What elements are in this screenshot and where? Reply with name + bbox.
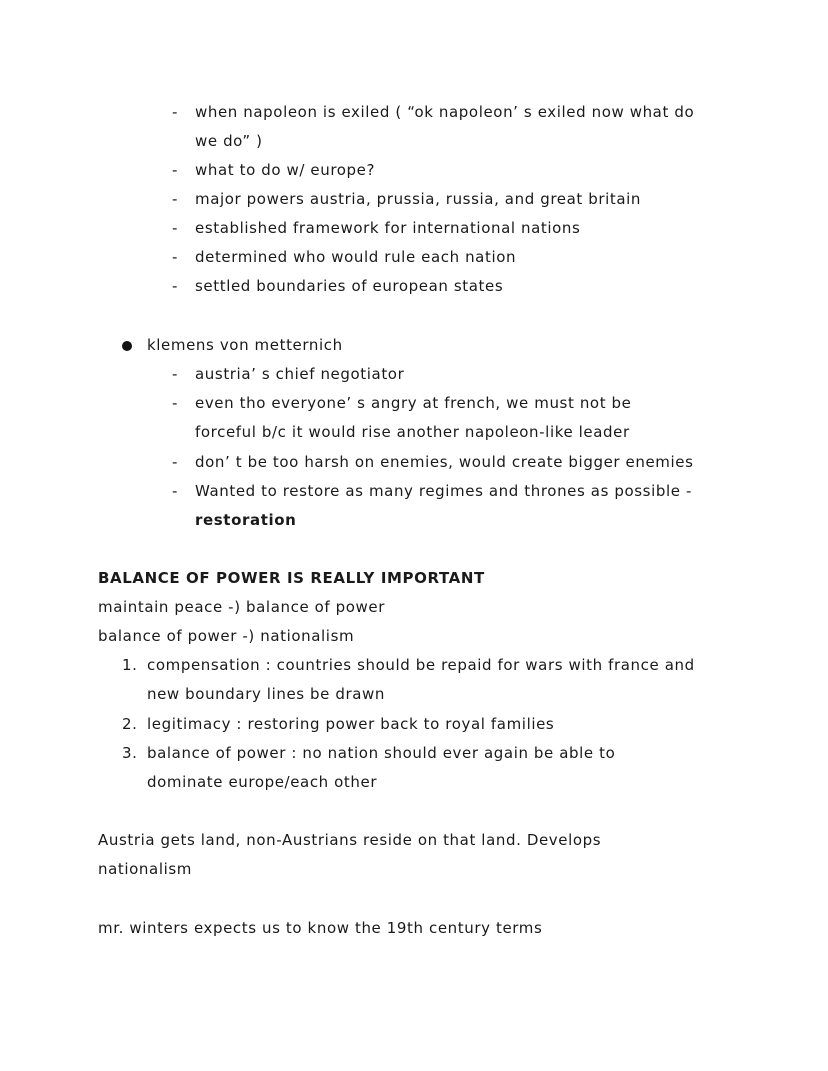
list-item xyxy=(0,272,828,301)
bullet-heading: klemens von metternich xyxy=(147,336,343,354)
dash-marker: - xyxy=(172,248,179,266)
note-text: new boundary lines be drawn xyxy=(147,685,386,703)
note-text: forceful b/c it would rise another napoleon-like leader xyxy=(195,423,630,441)
list-item xyxy=(0,214,828,243)
dash-marker: - xyxy=(172,453,179,471)
note-text: when napoleon is exiled ( “ok napoleon’ s exiled now what do xyxy=(195,103,695,121)
note-text: balance of power -) nationalism xyxy=(98,627,355,645)
list-item xyxy=(0,243,828,272)
dash-marker: - xyxy=(172,219,179,237)
note-text: we do” ) xyxy=(195,132,263,150)
note-text: settled boundaries of european states xyxy=(195,277,504,295)
list-item xyxy=(0,389,828,418)
note-text: dominate europe/each other xyxy=(147,773,378,791)
list-item xyxy=(0,185,828,214)
paragraph-line xyxy=(0,826,828,855)
heading-text: BALANCE OF POWER IS REALLY IMPORTANT xyxy=(98,569,485,587)
bullet-item xyxy=(0,331,828,360)
numbered-item-continuation xyxy=(0,768,828,797)
dash-marker: - xyxy=(172,482,179,500)
list-number: 2. xyxy=(122,715,138,733)
note-text: mr. winters expects us to know the 19th century terms xyxy=(98,919,543,937)
paragraph-line xyxy=(0,855,828,884)
paragraph-line xyxy=(0,914,828,943)
section-heading xyxy=(0,564,828,593)
numbered-item xyxy=(0,710,828,739)
list-item-continuation xyxy=(0,418,828,447)
note-text: legitimacy : restoring power back to royal families xyxy=(147,715,555,733)
note-text: major powers austria, prussia, russia, and great britain xyxy=(195,190,642,208)
numbered-item-continuation xyxy=(0,680,828,709)
note-text: Wanted to restore as many regimes and thrones as possible - xyxy=(195,482,692,500)
dash-marker: - xyxy=(172,394,179,412)
note-text: Austria gets land, non-Austrians reside on that land. Develops xyxy=(98,831,602,849)
list-item xyxy=(0,360,828,389)
list-item-continuation xyxy=(0,506,828,535)
dash-marker: - xyxy=(172,277,179,295)
list-item xyxy=(0,156,828,185)
numbered-item xyxy=(0,651,828,680)
note-text: compensation : countries should be repaid for wars with france and xyxy=(147,656,695,674)
list-item xyxy=(0,448,828,477)
list-number: 3. xyxy=(122,744,138,762)
dash-marker: - xyxy=(172,365,179,383)
numbered-item xyxy=(0,739,828,768)
list-item xyxy=(0,477,828,506)
note-text: what to do w/ europe? xyxy=(195,161,376,179)
bullet-icon xyxy=(122,341,132,351)
note-text: don’ t be too harsh on enemies, would create bigger enemies xyxy=(195,453,694,471)
list-item-continuation xyxy=(0,127,828,156)
dash-marker: - xyxy=(172,161,179,179)
note-text: established framework for international nations xyxy=(195,219,581,237)
note-text: balance of power : no nation should ever again be able to xyxy=(147,744,616,762)
dash-marker: - xyxy=(172,103,179,121)
note-text: even tho everyone’ s angry at french, we must not be xyxy=(195,394,632,412)
list-number: 1. xyxy=(122,656,138,674)
note-text: nationalism xyxy=(98,860,192,878)
paragraph-line xyxy=(0,593,828,622)
dash-marker: - xyxy=(172,190,179,208)
note-text: maintain peace -) balance of power xyxy=(98,598,386,616)
paragraph-line xyxy=(0,622,828,651)
note-text: austria’ s chief negotiator xyxy=(195,365,405,383)
list-item xyxy=(0,98,828,127)
note-text: determined who would rule each nation xyxy=(195,248,517,266)
bold-term: restoration xyxy=(195,511,297,529)
